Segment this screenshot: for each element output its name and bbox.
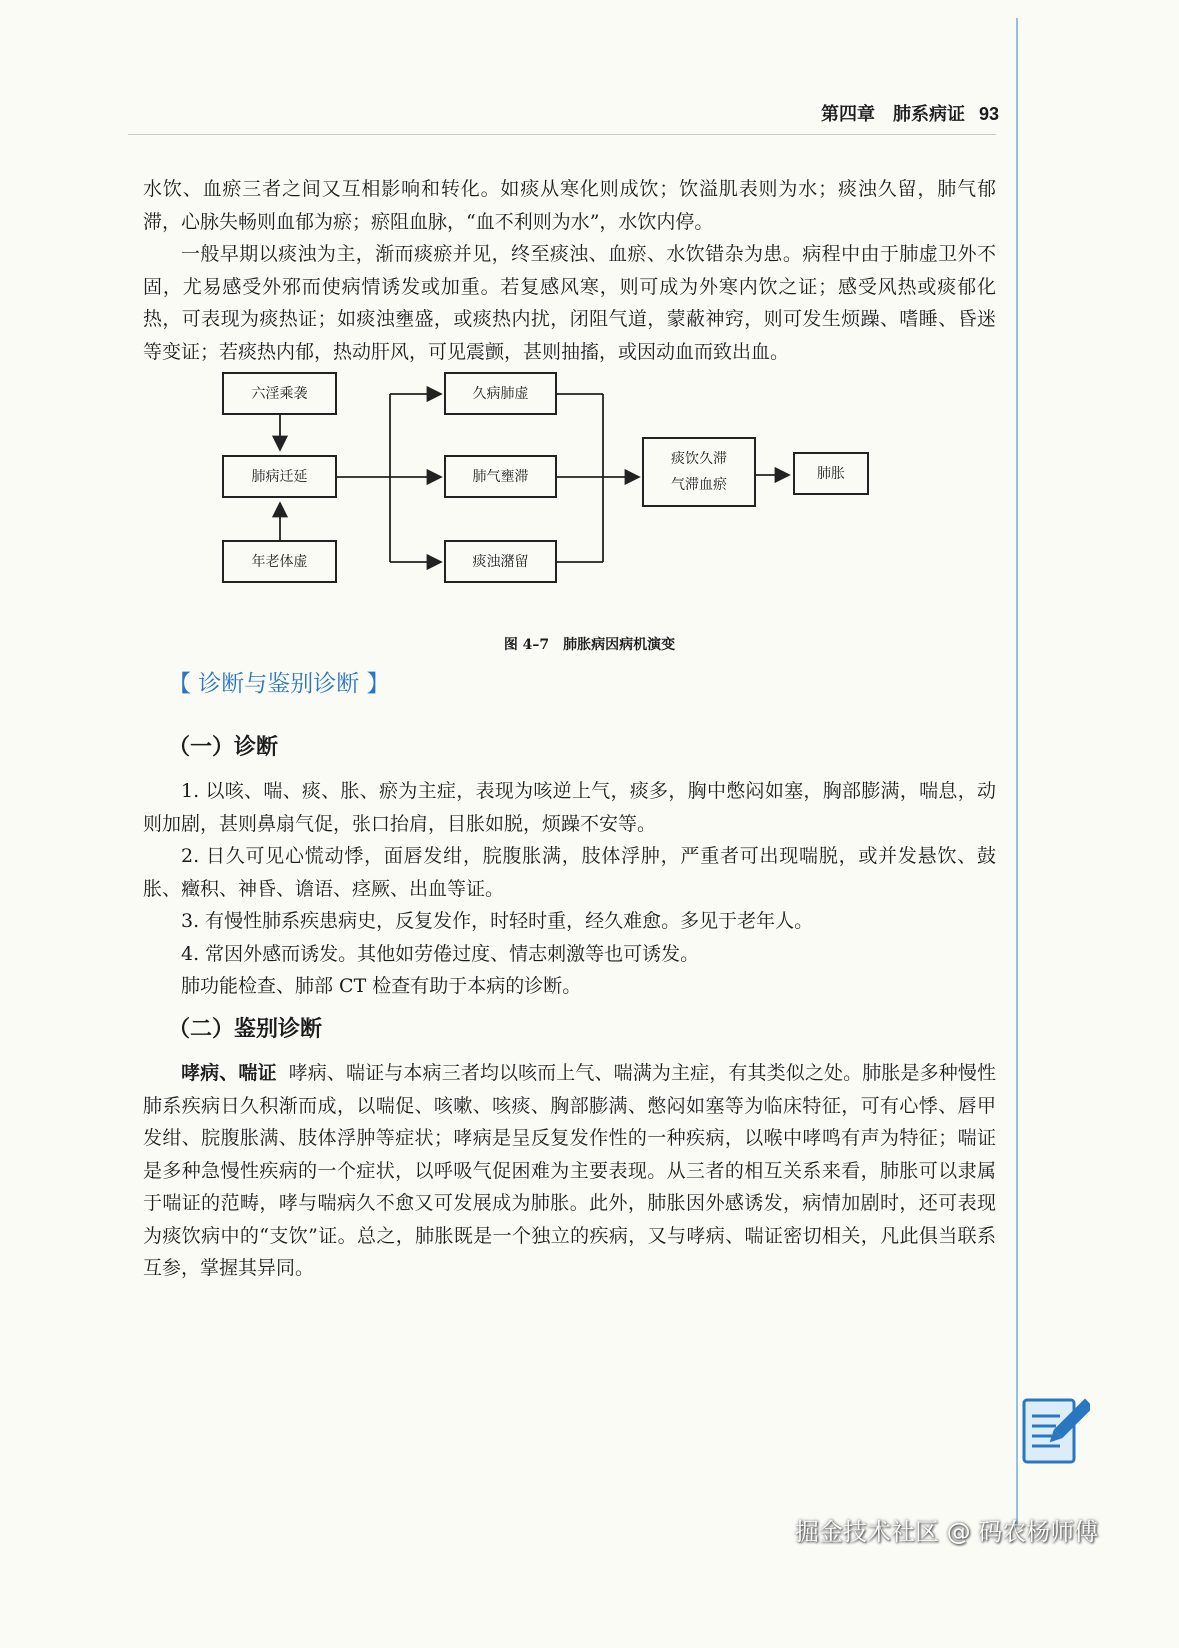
figure-caption: 图 4–7 肺胀病因病机演变 xyxy=(503,637,676,653)
page-number: 93 xyxy=(978,104,999,124)
margin-rule xyxy=(1016,18,1018,1526)
list-item: 肺功能检查、肺部 CT 检查有助于本病的诊断。 xyxy=(181,975,582,997)
box-line: 气滞血瘀 xyxy=(671,477,727,493)
box-six-excesses: 六淫乘袭 xyxy=(222,372,337,415)
list-item: 3. 有慢性肺系疾患病史，反复发作，时轻时重，经久难愈。多见于老年人。 xyxy=(181,910,814,932)
list-item: 4. 常因外感而诱发。其他如劳倦过度、情志刺激等也可诱发。 xyxy=(181,942,700,965)
paragraph-text: 水饮、血瘀三者之间又互相影响和转化。如痰从寒化则成饮；饮溢肌表则为水；痰浊久留，肺气郁滞，心脉失畅则血郁为瘀；瘀阻血脉，“血不利则为水”，水饮内停。 xyxy=(143,178,996,233)
watermark: 掘金技术社区 @ 码农杨师傅 xyxy=(795,1518,1099,1546)
running-head xyxy=(821,100,999,126)
box-phlegm-retention: 痰浊潴留 xyxy=(444,540,557,583)
box-old-age-weakness: 年老体虚 xyxy=(222,540,337,583)
paragraph-1 xyxy=(143,173,996,238)
subheading-differential: （二）鉴别诊断 xyxy=(168,1016,323,1042)
diagnosis-list xyxy=(143,775,996,1003)
box-line: 痰饮久滞 xyxy=(671,451,727,467)
paragraph-2 xyxy=(143,238,996,368)
header-divider xyxy=(128,134,996,135)
list-item: 2. 日久可见心慌动悸，面唇发绀，脘腹胀满，肢体浮肿，严重者可出现喘脱，或并发悬饮、鼓胀、癥积、神昏、谵语、痉厥、出血等证。 xyxy=(143,845,996,900)
lead-term: 哮病、喘证 xyxy=(181,1062,277,1084)
paragraph-text: 一般早期以痰浊为主，渐而痰瘀并见，终至痰浊、血瘀、水饮错杂为患。病程中由于肺虚卫外不固，尤易感受外邪而使病情诱发或加重。若复感风寒，则可成为外寒内饮之证；感受风热或痰郁化热，可表现为痰热证；如痰浊壅盛，或痰热内扰，闭阻气道，蒙蔽神窍，则可发生烦躁、嗜睡、昏迷等变证；若痰热内郁，热动肝风，可见震颤，甚则抽搐，或因动血而致出血。 xyxy=(143,243,996,363)
differential-paragraph xyxy=(143,1057,996,1285)
box-lung-deficiency: 久病肺虚 xyxy=(444,372,557,415)
box-lung-disease-delay: 肺病迁延 xyxy=(222,455,337,498)
list-item: 1. 以咳、喘、痰、胀、瘀为主症，表现为咳逆上气，痰多，胸中憋闷如塞，胸部膨满，喘息，动则加剧，甚则鼻扇气促，张口抬肩，目胀如脱，烦躁不安等。 xyxy=(143,780,996,835)
chapter-title: 第四章 肺系病证 xyxy=(820,104,965,125)
box-phlegm-blood-stasis xyxy=(642,437,756,507)
box-qi-stagnation: 肺气壅滞 xyxy=(444,455,557,498)
section-title: 【 诊断与鉴别诊断 】 xyxy=(168,671,390,697)
etiology-flow-diagram xyxy=(215,372,915,622)
differential-text: 哮病、喘证与本病三者均以咳而上气、喘满为主症，有其类似之处。肺胀是多种慢性肺系疾病日久积渐而成，以喘促、咳嗽、咳痰、胸部膨满、憋闷如塞等为临床特征，可有心悸、唇甲发绀、脘腹胀满、肢体浮肿等症状；哮病是呈反复发作性的一种疾病，以喉中哮鸣有声为特征；喘证是多种急慢性疾病的一个症状，以呼吸气促困难为主要表现。从三者的相互关系来看，肺胀可以隶属于喘证的范畴，哮与喘病久不愈又可发展成为肺胀。此外，肺胀因外感诱发，病情加剧时，还可表现为痰饮病中的“支饮”证。总之，肺胀既是一个独立的疾病，又与哮病、喘证密切相关，凡此俱当联系互参，掌握其异同。 xyxy=(143,1062,996,1279)
subheading-diagnosis: （一）诊断 xyxy=(168,734,279,760)
notepad-pencil-icon xyxy=(1020,1390,1090,1472)
box-lung-distension: 肺胀 xyxy=(793,452,869,495)
paragraph-text xyxy=(143,1057,996,1285)
